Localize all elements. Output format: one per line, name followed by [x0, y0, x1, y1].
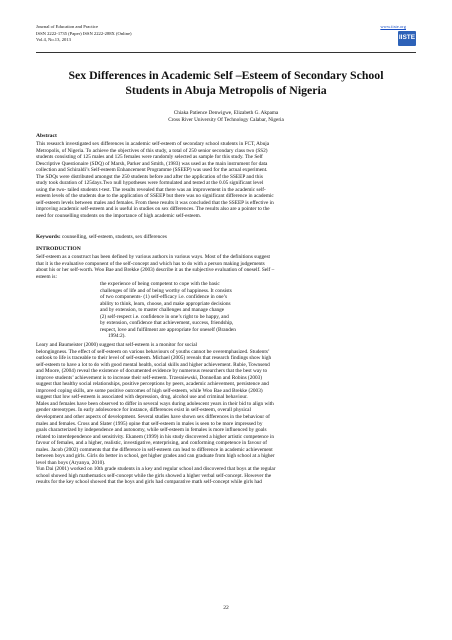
quote-line: respect, love and fulfilment are appropriate for oneself (Branden [100, 326, 236, 333]
keywords-label: Keywords: [36, 234, 61, 240]
journal-volume: Vol.4, No.13, 2013 [36, 37, 71, 43]
intro-line: Self-esteem as a construct has been defined by various authors in various ways. Most of the definitions suggest [36, 254, 270, 260]
intro-line: Yun Dai (2001) worked on 10th grade students in a key and regular school and discovered that boys at the regular [36, 466, 276, 473]
intro-line: related to interdependence and sensitivity. Ekanem (1999) in his study discovered a higher artistic competence in [36, 433, 274, 440]
intro-line: esteem is: [36, 273, 57, 280]
intro-line: development and other aspects of development. Several studies have shown sex differences in the behaviour of [36, 414, 270, 421]
quote-line: and by extension, to master challenges and manage change [100, 307, 225, 314]
abstract-line: using the two- tailed students t-test. The results revealed that there was an improvement in the academic self- [36, 186, 266, 193]
author-affiliation: Cross River University Of Technology Calabar, Nigeria [168, 116, 284, 123]
abstract-body [36, 141, 416, 220]
abstract-line: Descriptive Questionaire (SDQ) of Marsh, Parker and Smith, (1983) was used as the main instrument for data [36, 160, 268, 167]
abstract-line: improving academic self-esteem and is useful in studies on sex differences. The results also are a pointer to the [36, 206, 270, 213]
abstract-line: self-esteem levels between males and females. From these results it was concluded that the SSEEP is effective in [36, 199, 274, 206]
quote-line: 1994:2). [108, 333, 126, 340]
abstract-line: esteem levels of the students due to the application of SSEEP but there was no significant difference in academic [36, 193, 274, 200]
quote-line: challenges of life and of being worthy of happiness. It consists [100, 287, 232, 294]
title-line-2: Students in Abuja Metropolis of Nigeria [125, 83, 327, 98]
intro-line: about his or her self-worth. Woo Bae and Brekke (2003) describe it as the subjective evaluation of oneself. Self – [36, 267, 275, 274]
abstract-line: The SDQs were distributed amongst the 250 students before and after the application of the SSEEP and this [36, 173, 263, 180]
intro-line: males and females. Cross and Slater (1995) opine that self-esteem in males is seen to be more impressed by [36, 420, 263, 427]
intro-line: belongingness. The effect of self-esteem on various behaviours of youths cannot be overemphasized. Students’ [36, 348, 270, 355]
page-number: 22 [223, 605, 229, 611]
paper-title [36, 68, 416, 98]
intro-line: gender stereotypes. In early adolescence for instance, differences exist in self-esteem, overall physical [36, 407, 251, 414]
abstract-heading: Abstract [36, 133, 57, 139]
intro-line: improve students’ achievement is to increase their self-esteem. Trzesniewski, Donnellan and Robins (2003) [36, 374, 262, 381]
abstract-line: collection and Schiraldi’s Self-esteem Enhancement Programme (SSEEP) was used for the actual experiment. [36, 167, 268, 174]
quote-line: ability to think, learn, choose, and make appropriate decisions [100, 300, 231, 307]
intro-paragraph-2 [36, 342, 416, 486]
abstract-line: study took duration of 125days.Two null hypotheses were formulated and tested at the 0.05 significant level [36, 180, 264, 187]
intro-line: males. Jacob (2002) comments that the difference in self-esteem can lead to difference in academic achievement [36, 446, 273, 453]
intro-line: suggest that healthy social relationships, positive perceptions by peers, academic achievement, persistence and [36, 381, 269, 388]
intro-line: school showed high mathematics self-concept while the girls showed a higher verbal self-concept. However the [36, 472, 272, 479]
journal-header [36, 24, 132, 44]
keywords-text: counselling, self-esteem, students, sex differences [60, 234, 167, 240]
abstract-line: students consisting of 125 males and 125 females were randomly selected as sample for this study. The Self [36, 154, 263, 161]
iiste-logo [398, 31, 416, 46]
keywords-line [36, 234, 167, 240]
author-block [36, 110, 416, 123]
block-quote [100, 281, 236, 340]
quote-line: (2) self-respect i.e. confidence in one’s right to be happy, and [100, 313, 229, 320]
journal-issn: ISSN 2222-1735 (Paper) ISSN 2222-288X (Online) [36, 30, 132, 36]
journal-url-link[interactable]: www.iiste.org [380, 24, 406, 29]
intro-line: goals characterized by independence and autonomy, while self-esteem in females is more influenced by goals [36, 427, 267, 434]
author-names: Chiaka Patience Denwigwe, Elizabeth G. Akpama [173, 110, 279, 116]
quote-line: by extension, confidence that achievement, success, friendship, [100, 320, 234, 327]
introduction-heading: INTRODUCTION [36, 246, 81, 252]
header-divider [36, 52, 416, 53]
intro-line: Leary and Baumeister (2000) suggest that self-esteem is a monitor for social [36, 342, 197, 348]
intro-line: favour of females, and a higher, realistic, investigative, enterprising, and conforming competence in favour of [36, 440, 267, 447]
intro-line: outlook to life is traceable to their level of self-esteem. Michael (2005) reveals that research findings show high [36, 355, 272, 362]
abstract-line: This research investigated sex differences in academic self-esteem of secondary school students in FCT, Abuja [36, 141, 270, 147]
quote-line: of two components- (1) self-efficacy i.e. confidence in one’s [100, 294, 228, 301]
intro-line: between boys and girls. Girls do better in school, get higher grades and can graduate from high school at a higher [36, 453, 275, 460]
intro-line: Males and females have been observed to differ in several ways during adolescent years in their bid to align with [36, 400, 274, 407]
intro-line: results for the key school showed that the boys and girls had comparative math self-concept while girls had [36, 479, 262, 486]
journal-name: Journal of Education and Practice [36, 24, 98, 29]
quote-line: the experience of being competent to cope with the basic [100, 281, 220, 287]
abstract-line: need for counselling students on the importance of high academic self-esteem. [36, 213, 202, 220]
abstract-line: Metropolis, of Nigeria. To achieve the objectives of this study, a total of 250 senior secondary class two (SS2) [36, 147, 268, 154]
logo-text: IISTE [398, 34, 416, 41]
intro-line: level than boys (Aryanya, 2010). [36, 459, 106, 466]
intro-line: improved coping skills, are some positive outcomes of high self-esteem, while Woo Bae and Brekke (2003) [36, 387, 263, 394]
intro-line: self-esteem to have a lot to do with good mental health, social skills and higher achievement. Rubie, Townsend [36, 361, 270, 368]
intro-line: and Moore, (2004) reveal the existence of documented evidence by numerous researchers that the best way to [36, 368, 268, 375]
intro-paragraph-1 [36, 254, 416, 280]
intro-line: suggest that low self-esteem is associated with depression, drug, alcohol use and criminal behaviour. [36, 394, 248, 401]
title-line-1: Sex Differences in Academic Self –Esteem of Secondary School [68, 68, 384, 82]
intro-line: that it is the evaluative component of the self-concept and which has to do with a person making judgements [36, 260, 265, 267]
